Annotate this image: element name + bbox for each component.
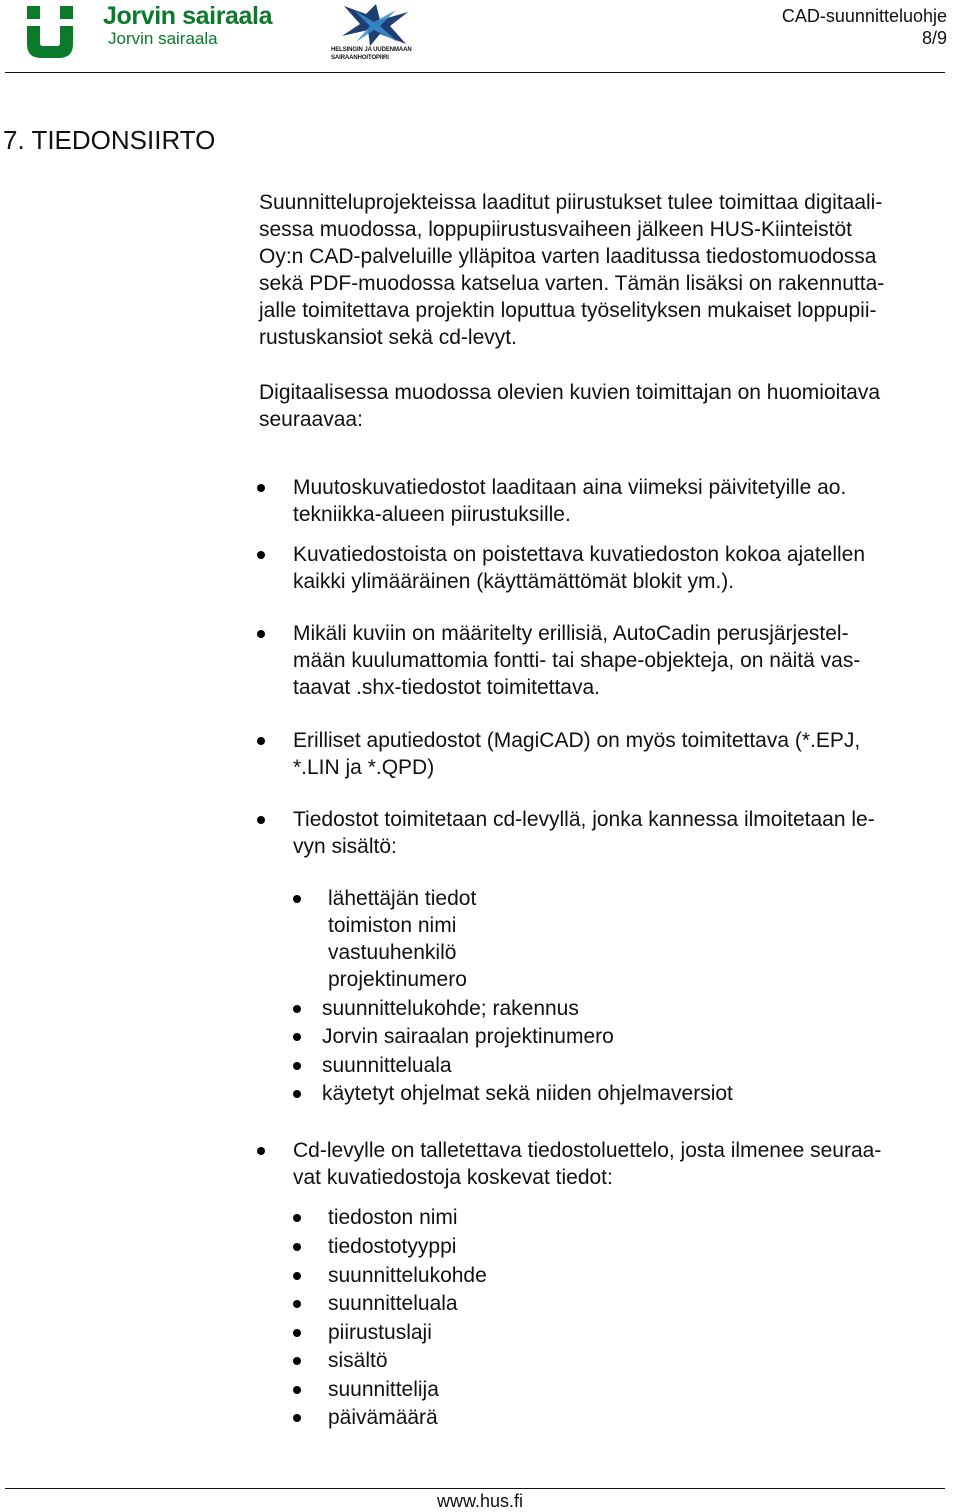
- list-item-line: Erilliset aputiedostot (MagiCAD) on myös toimitettava (*.EPJ,: [293, 729, 861, 752]
- page-number: 8/9: [921, 28, 947, 48]
- hus-logo-line-2: SAIRAANHOITOPIIRI: [331, 55, 389, 61]
- sublist-item: suunnitteluala: [328, 1292, 458, 1315]
- sublist-item: päivämäärä: [328, 1406, 438, 1429]
- paragraph-line: seuraavaa:: [259, 408, 363, 431]
- sublist-item: lähettäjän tiedot: [328, 887, 477, 910]
- list-item-line: *.LIN ja *.QPD): [293, 756, 435, 779]
- sublist-item: tiedostotyyppi: [328, 1235, 457, 1258]
- list-item-line: kaikki ylimääräinen (käyttämättömät blokit ym.).: [293, 570, 735, 593]
- sublist-item: piirustuslaji: [328, 1321, 432, 1344]
- jorvin-logo-icon: [27, 6, 73, 58]
- footer-url: www.hus.fi: [436, 1491, 524, 1511]
- sublist-item: suunnittelukohde; rakennus: [322, 997, 579, 1020]
- paragraph-line: sessa muodossa, loppupiirustusvaiheen jälkeen HUS-Kiinteistöt: [259, 218, 852, 241]
- paragraph-line: Digitaalisessa muodossa olevien kuvien toimittajan on huomioitava: [259, 381, 881, 404]
- intro-paragraph: [259, 189, 954, 351]
- sublist-item: suunnittelukohde: [328, 1264, 487, 1287]
- paragraph-line: Oy:n CAD-palveluille ylläpitoa varten laaditussa tiedostomuodossa: [259, 245, 877, 268]
- sublist-item: käytetyt ohjelmat sekä niiden ohjelmaversiot: [322, 1082, 733, 1105]
- list-item-line: Kuvatiedostoista on poistettava kuvatiedoston kokoa ajatellen: [293, 543, 866, 566]
- list-item-line: Muutoskuvatiedostot laaditaan aina viimeksi päivitetyille ao.: [293, 476, 847, 499]
- list-item-line: mään kuulumattomia fontti- tai shape-objekteja, on näitä vas-: [293, 649, 861, 672]
- section-heading: 7. TIEDONSIIRTO: [3, 125, 216, 155]
- list-item-line: Mikäli kuviin on määritelty erillisiä, AutoCadin perusjärjestel-: [293, 622, 849, 645]
- sublist-item: suunnitteluala: [322, 1054, 452, 1077]
- logo-subtitle: Jorvin sairaala: [108, 29, 218, 48]
- sublist-item: sisältö: [328, 1349, 388, 1372]
- list-item: [293, 620, 958, 701]
- list-item-line: vat kuvatiedostoja koskevat tiedot:: [293, 1166, 613, 1189]
- sublist-item: Jorvin sairaalan projektinumero: [322, 1025, 614, 1048]
- header-divider: [5, 72, 945, 73]
- list-item: [293, 806, 958, 860]
- logo-title: Jorvin sairaala: [103, 2, 273, 30]
- list-item: [293, 541, 958, 595]
- list-item-line: taavat .shx-tiedostot toimitettava.: [293, 676, 600, 699]
- paragraph-line: rustuskansiot sekä cd-levyt.: [259, 326, 517, 349]
- sublist-item: projektinumero: [328, 968, 467, 991]
- footer-divider: [5, 1488, 945, 1489]
- list-item-line: tekniikka-alueen piirustuksille.: [293, 503, 571, 526]
- list-item-line: vyn sisältö:: [293, 835, 397, 858]
- list-item-line: Cd-levylle on talletettava tiedostoluettelo, josta ilmenee seuraa-: [293, 1139, 882, 1162]
- hus-logo-text: [331, 46, 431, 62]
- sublist-item: tiedoston nimi: [328, 1206, 458, 1229]
- requirements-intro: [259, 379, 954, 433]
- list-item: [293, 1137, 958, 1191]
- paragraph-line: Suunnitteluprojekteissa laaditut piirustukset tulee toimittaa digitaali-: [259, 191, 883, 214]
- paragraph-line: jalle toimitettava projektin loputtua työselityksen mukaiset loppupii-: [259, 299, 877, 322]
- sublist-item: toimiston nimi: [328, 914, 457, 937]
- hus-logo-icon: [340, 2, 412, 48]
- sublist-item: suunnittelija: [328, 1378, 439, 1401]
- list-item-line: Tiedostot toimitetaan cd-levyllä, jonka kannessa ilmoitetaan le-: [293, 808, 875, 831]
- list-item: [293, 727, 958, 781]
- sublist-item: vastuuhenkilö: [328, 941, 457, 964]
- paragraph-line: sekä PDF-muodossa katselua varten. Tämän lisäksi on rakennutta-: [259, 272, 885, 295]
- document-title: CAD-suunnitteluohje: [781, 6, 947, 26]
- hus-logo-line-1: HELSINGIN JA UUDENMAAN: [331, 47, 412, 53]
- list-item: [293, 474, 958, 528]
